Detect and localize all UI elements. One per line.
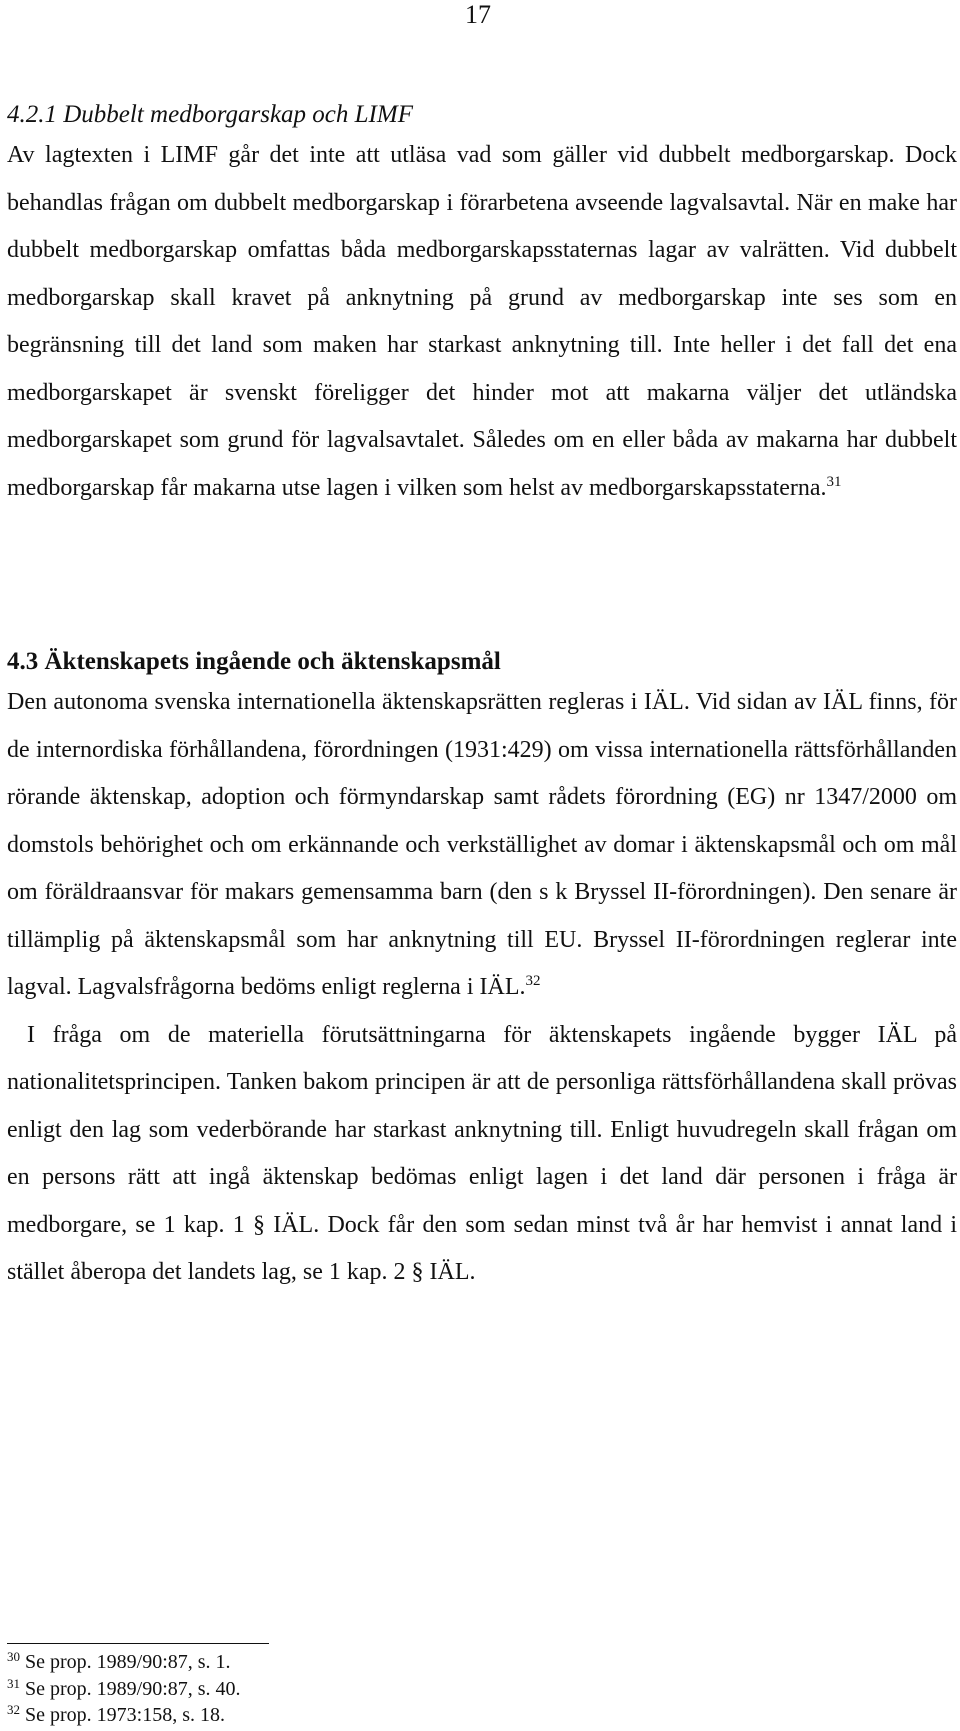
footnotes [7,1649,607,1729]
footnote-text: Se prop. 1973:158, s. 18. [25,1704,225,1726]
paragraph-text: Av lagtexten i LIMF går det inte att utläsa vad som gäller vid dubbelt medborgarskap. Dock behandlas frågan om dubbelt medborgarskap i förarbetena avseende lagvalsavtal. När en make har dubbelt medborgarskap omfattas båda medborgarskapsstaternas lagar av valrätten. Vid dubbelt medborgarskap skall kravet på anknytning på grund av medborgarskap inte ses som en begränsning till det land som maken har starkast anknytning till. Inte heller i det fall det ena medborgarskapet är svenskt föreligger det hinder mot att makarna väljer det utländska medborgarskapet som grund för lagvalsavtalet. Således om en eller båda av makarna har dubbelt medborgarskap får makarna utse lagen i vilken som helst av medborgarskapsstaterna. [7,142,957,501]
footnote [7,1676,607,1703]
body-paragraph [7,679,957,1012]
footnote-ref: 32 [525,973,541,989]
footnote [7,1649,607,1676]
body-paragraph: I fråga om de materiella förutsättningarna för äktenskapets ingående bygger IÄL på nationalitetsprincipen. Tanken bakom principen är att de personliga rättsförhållandena skall prövas enligt den lag som vederbörande har starkast anknytning till. Enligt huvudregeln skall frågan om en persons rätt att ingå äktenskap bedömas enligt lagen i det land där personen i fråga är medborgare, se 1 kap. 1 § IÄL. Dock får den som sedan minst två år har hemvist i annat land i stället åberopa det landets lag, se 1 kap. 2 § IÄL. [7,1021,957,1285]
page-number: 17 [465,0,491,29]
section-4-2-1 [7,100,957,512]
footnote-number: 30 [7,1649,20,1664]
footnote-text: Se prop. 1989/90:87, s. 1. [25,1651,231,1673]
body-paragraph [7,132,957,512]
section-heading: 4.2.1 Dubbelt medborgarskap och LIMF [7,101,413,128]
footnote-ref: 31 [826,473,842,490]
section-heading: 4.3 Äktenskapets ingående och äktenskapsmål [7,648,501,675]
footnote [7,1702,607,1729]
footnote-number: 32 [7,1702,20,1717]
paragraph-text: Den autonoma svenska internationella äktenskapsrätten regleras i IÄL. Vid sidan av IÄL finns, för de internordiska förhållandena, förordningen (1931:429) om vissa internationella rättsförhållanden rörande äktenskap, adoption och förmyndarskap samt rådets förordning (EG) nr 1347/2000 om domstols behörighet och om erkännande och verkställighet av domar i äktenskapsmål och om mål om föräldraansvar för makars gemensamma barn (den s k Bryssel II-förordningen). Den senare är tillämplig på äktenskapsmål som har anknytning till EU. Bryssel II-förordningen reglerar inte lagval. Lagvalsfrågorna bedöms enligt reglerna i IÄL. [7,689,957,1000]
footnote-text: Se prop. 1989/90:87, s. 40. [25,1677,241,1700]
footnote-separator [7,1643,269,1644]
section-4-3 [7,647,957,1297]
footnote-number: 31 [7,1675,20,1691]
